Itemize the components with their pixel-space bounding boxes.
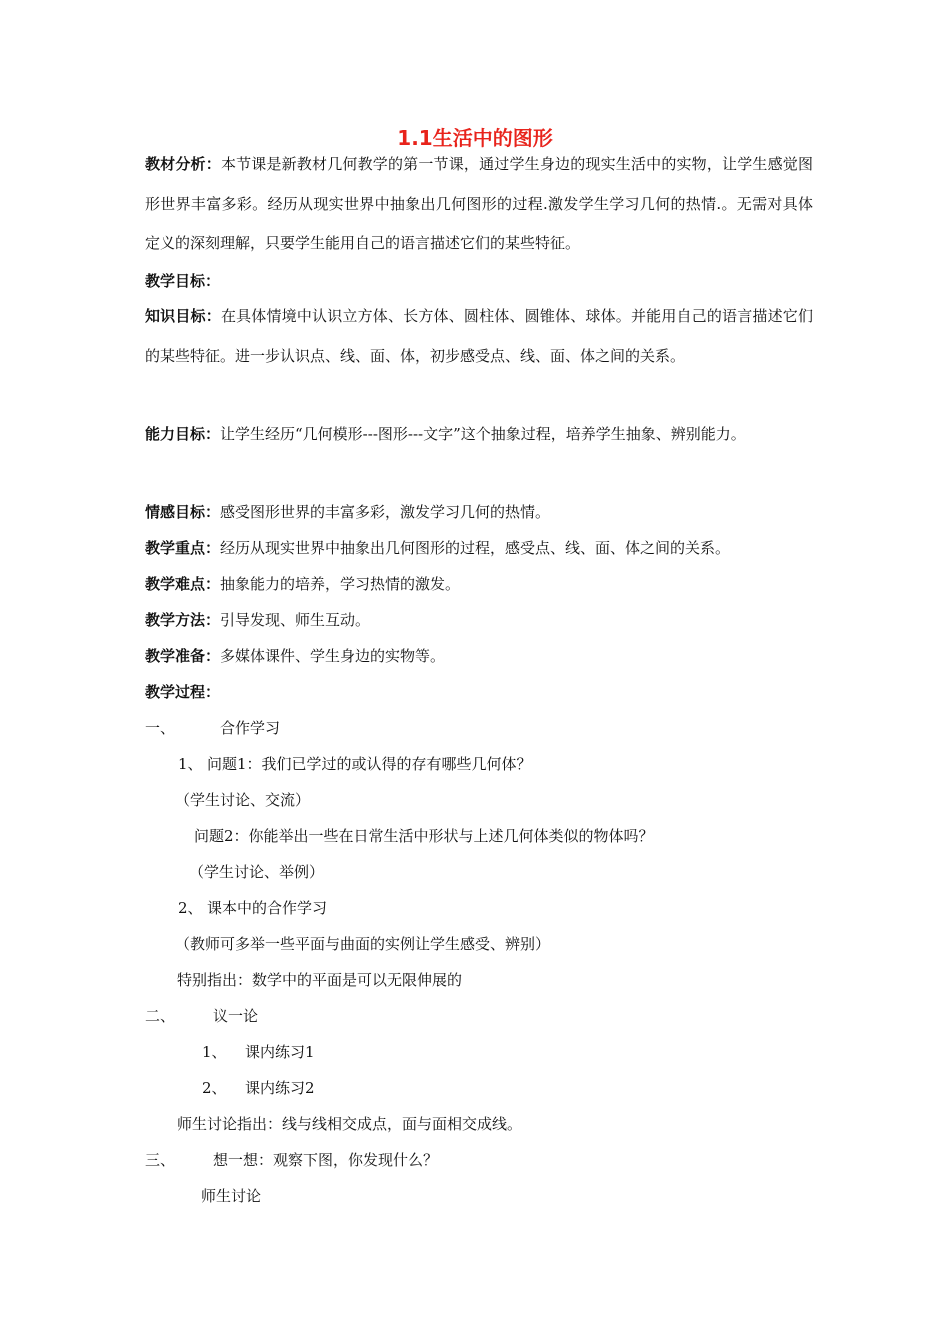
q3-text: 课本中的合作学习 — [207, 899, 328, 917]
q3-point: 特别指出：数学中的平面是可以无限伸展的 — [177, 971, 463, 989]
process-heading: 教学过程： — [145, 683, 221, 701]
section1-title: 合作学习 — [220, 719, 281, 737]
prep-text: 多媒体课件、学生身边的实物等。 — [220, 647, 446, 665]
emotion-text: 感受图形世界的丰富多彩，激发学习几何的热情。 — [220, 503, 551, 521]
section2-point: 师生讨论指出：线与线相交成点，面与面相交成线。 — [177, 1115, 523, 1133]
emotion-line — [145, 502, 550, 522]
analysis-text: 本节课是新教材几何教学的第一节课，通过学生身边的现实生活中的实物，让学生感觉图形世界丰富多彩。经历从现实世界中抽象出几何图形的过程.激发学生学习几何的热情.。无需对具体定义的深刻理解，只要学生能用自己的语言描述它们的某些特征。 — [145, 155, 813, 252]
ability-label: 能力目标： — [145, 425, 221, 443]
method-line — [145, 610, 370, 630]
prep-label: 教学准备： — [145, 647, 221, 665]
analysis-label: 教材分析： — [145, 155, 221, 173]
q1-number: 1、 — [178, 755, 203, 773]
method-text: 引导发现、师生互动。 — [220, 611, 371, 629]
prep-line — [145, 646, 445, 666]
difficulty-line — [145, 574, 460, 594]
goals-heading: 教学目标： — [145, 272, 221, 290]
knowledge-label: 知识目标： — [145, 307, 221, 325]
focus-label: 教学重点： — [145, 539, 221, 557]
section3-title: 想一想：观察下图，你发现什么？ — [213, 1151, 439, 1169]
method-label: 教学方法： — [145, 611, 221, 629]
section2-title: 议一论 — [213, 1007, 259, 1025]
q3-note: （教师可多举一些平面与曲面的实例让学生感受、辨别） — [175, 935, 551, 953]
q1-text: 问题1：我们已学过的或认得的存有哪些几何体？ — [207, 755, 532, 773]
difficulty-text: 抽象能力的培养，学习热情的激发。 — [220, 575, 461, 593]
exercise1-text: 课内练习1 — [245, 1043, 315, 1061]
exercise2-number: 2、 — [202, 1079, 227, 1097]
knowledge-text: 在具体情境中认识立方体、长方体、圆柱体、圆锥体、球体。并能用自己的语言描述它们的某些特征。进一步认识点、线、面、体，初步感受点、线、面、体之间的关系。 — [145, 307, 813, 365]
q1-note: （学生讨论、交流） — [175, 791, 311, 809]
q3-number: 2、 — [178, 899, 203, 917]
document-title: 1.1生活中的图形 — [397, 126, 553, 150]
section2-number: 二、 — [145, 1007, 176, 1025]
focus-text: 经历从现实世界中抽象出几何图形的过程，感受点、线、面、体之间的关系。 — [220, 539, 731, 557]
focus-line — [145, 538, 730, 558]
q2-note: （学生讨论、举例） — [189, 863, 325, 881]
analysis-paragraph — [145, 145, 813, 264]
section3-number: 三、 — [145, 1151, 176, 1169]
q2-text: 问题2：你能举出一些在日常生活中形状与上述几何体类似的物体吗？ — [194, 827, 654, 845]
section1-number: 一、 — [145, 719, 176, 737]
exercise2-text: 课内练习2 — [245, 1079, 315, 1097]
emotion-label: 情感目标： — [145, 503, 221, 521]
exercise1-number: 1、 — [202, 1043, 227, 1061]
ability-text: 让学生经历“几何模形---图形---文字”这个抽象过程，培养学生抽象、辨别能力。 — [220, 425, 746, 443]
difficulty-label: 教学难点： — [145, 575, 221, 593]
ability-paragraph — [145, 415, 813, 455]
section3-note: 师生讨论 — [201, 1187, 262, 1205]
knowledge-paragraph — [145, 297, 813, 376]
